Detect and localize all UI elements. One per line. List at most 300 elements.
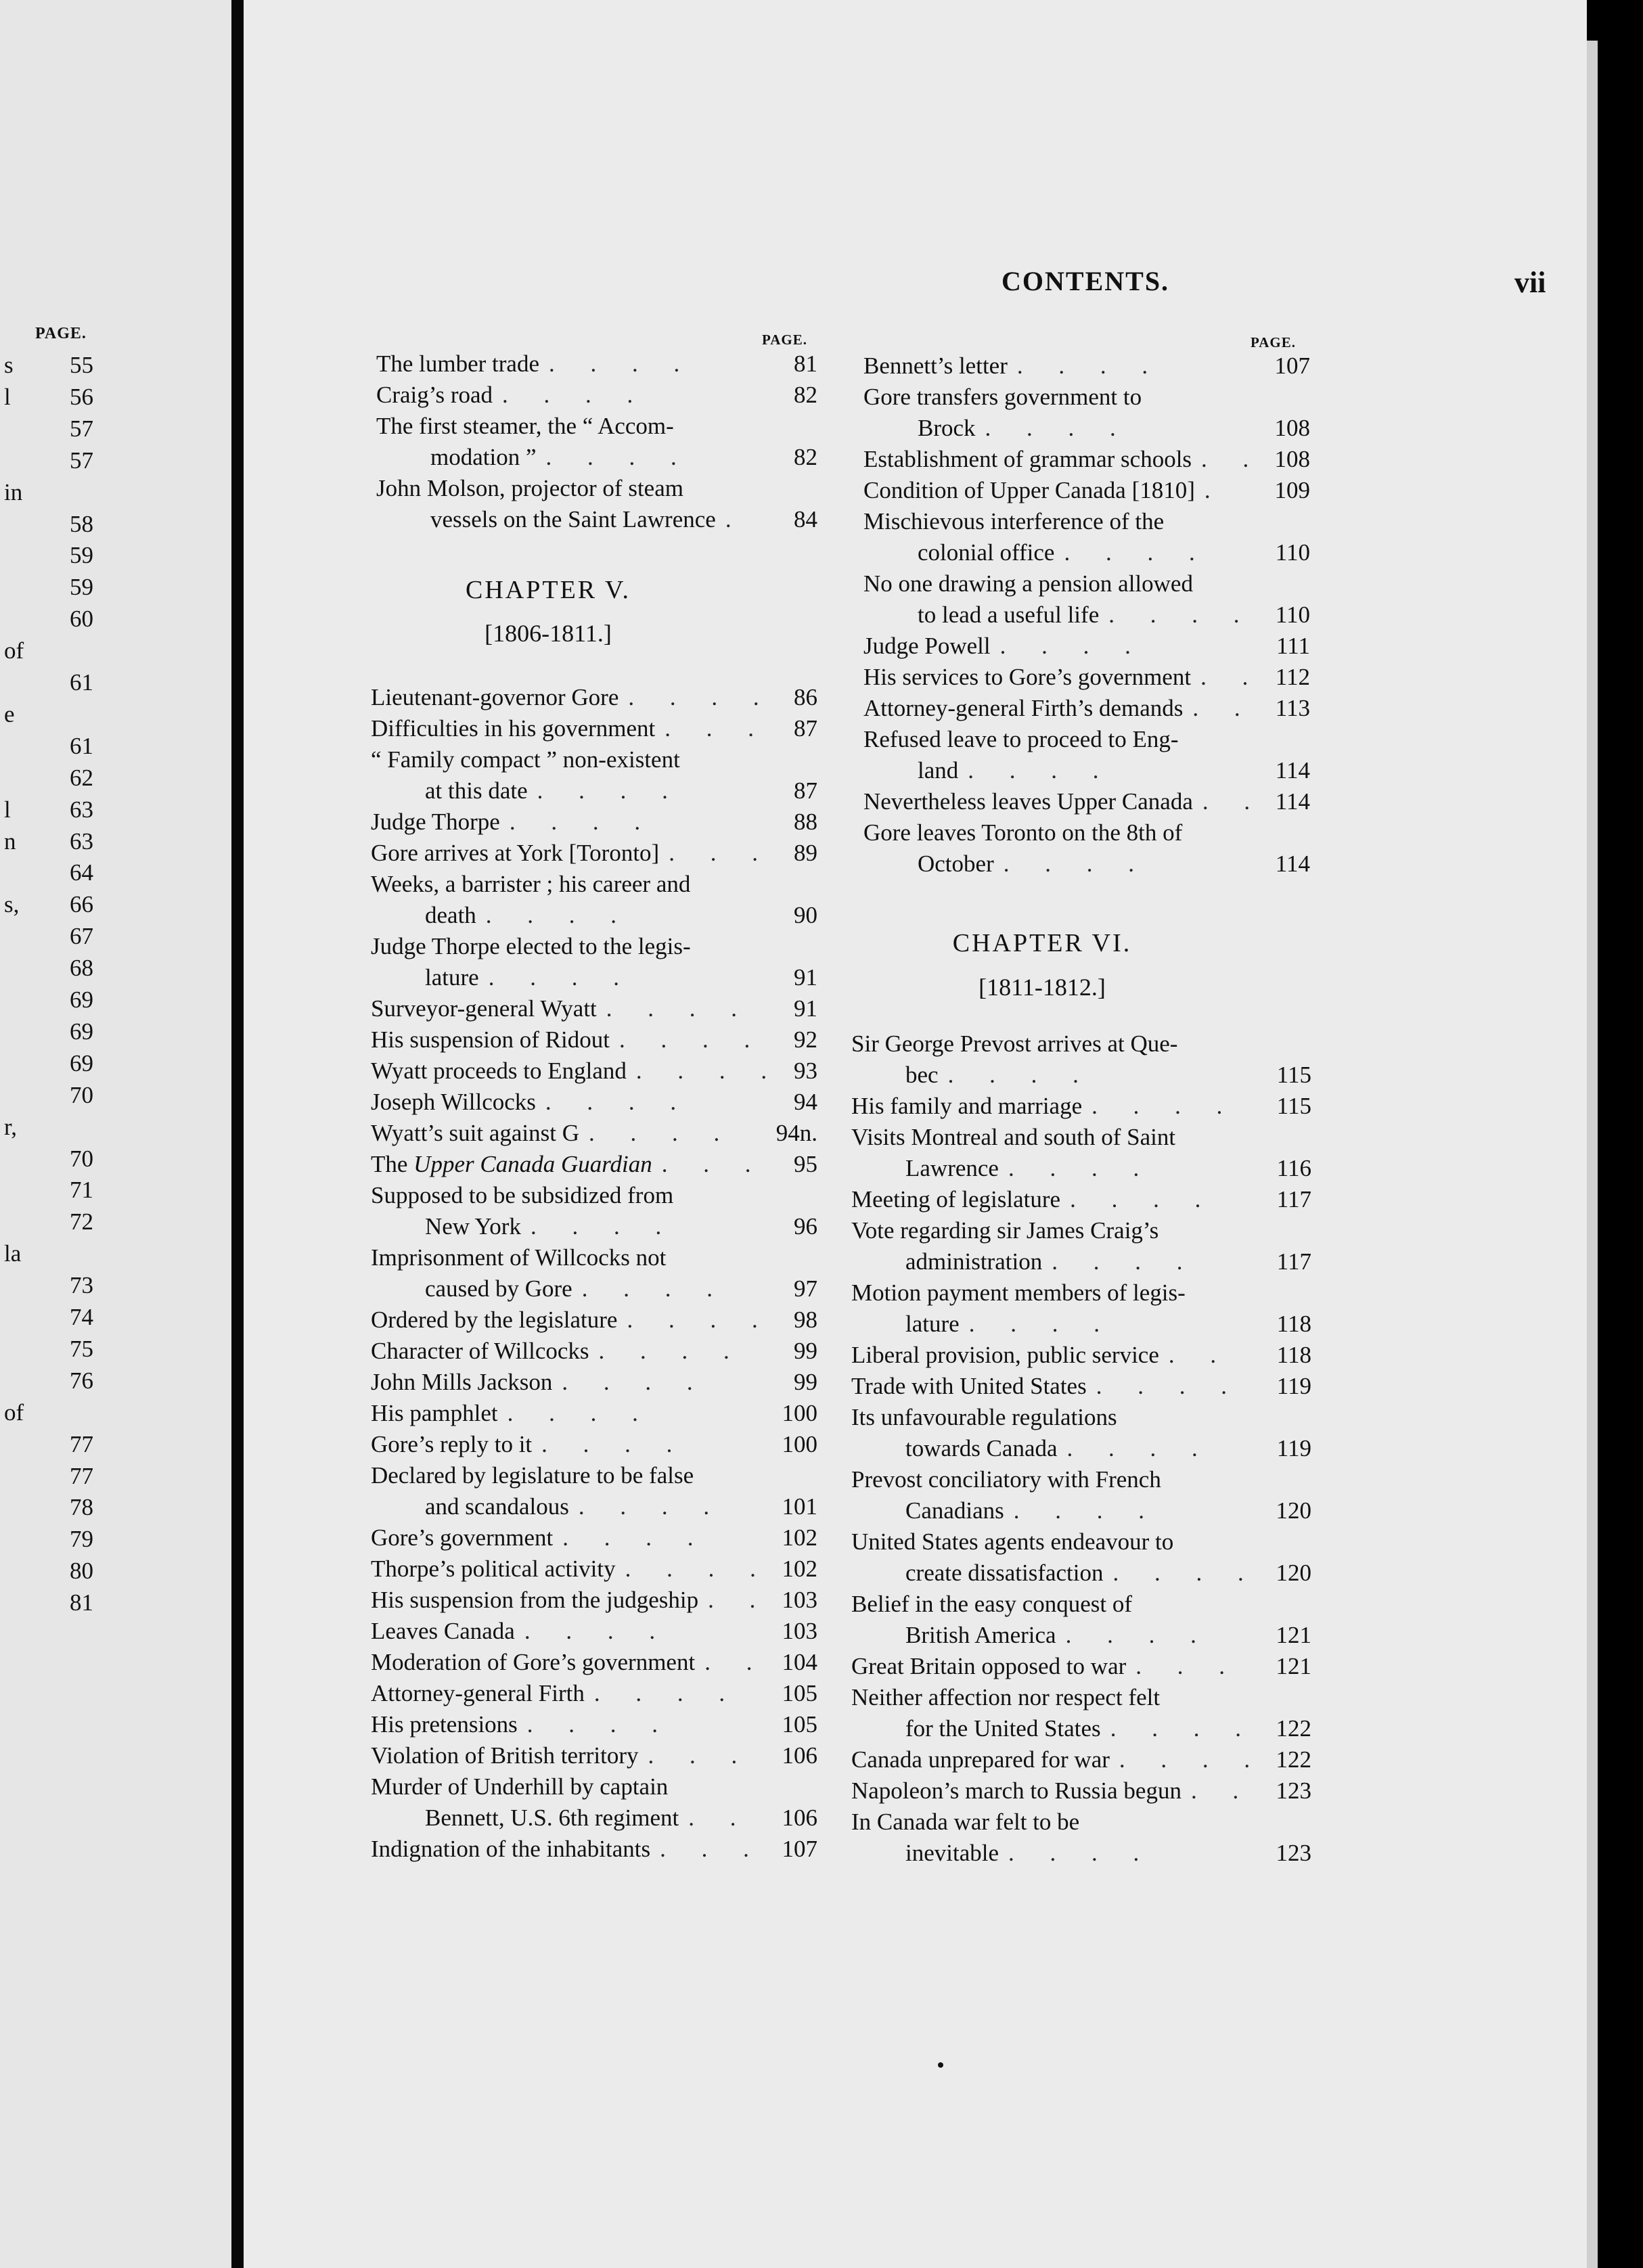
contents-entry-text: Violation of British territory xyxy=(371,1742,639,1769)
contents-entry-line xyxy=(863,537,1310,568)
left-page-row-fragment: l xyxy=(4,796,11,823)
page-ink-mark xyxy=(938,2062,943,2068)
contents-entry-page: 114 xyxy=(1275,757,1310,784)
dot-leader: . . . . xyxy=(1052,1248,1198,1275)
dot-leader: . . . . xyxy=(488,964,634,991)
contents-entry-line xyxy=(851,1340,1311,1371)
dot-leader: . . . . xyxy=(1091,1093,1238,1119)
contents-entry-text: United States agents endeavour to xyxy=(851,1528,1174,1555)
dot-leader: . . . . xyxy=(1008,1840,1154,1866)
left-page-row-number: 59 xyxy=(70,574,93,601)
contents-entry-line xyxy=(371,1211,817,1242)
left-page-row xyxy=(0,1336,115,1369)
contents-entry-line xyxy=(371,1647,817,1678)
dot-leader: . . xyxy=(1168,1342,1232,1368)
contents-entry-text: create dissatisfaction xyxy=(905,1560,1104,1586)
contents-entry-text: John Mills Jackson xyxy=(371,1369,553,1395)
dot-leader: . . . . xyxy=(526,1711,673,1738)
dot-leader: . . . . xyxy=(530,1213,677,1240)
contents-entry-text: Gore’s reply to it xyxy=(371,1431,533,1457)
contents-entry-line xyxy=(863,817,1310,848)
contents-entry-line xyxy=(851,1091,1311,1122)
contents-entry xyxy=(371,1647,817,1678)
contents-entry-page: 99 xyxy=(794,1369,817,1395)
contents-entry-line xyxy=(371,1460,817,1491)
contents-entry xyxy=(371,1553,817,1585)
contents-entry-line xyxy=(371,962,817,993)
left-page-row xyxy=(0,1240,115,1274)
dot-leader: . . . . xyxy=(1119,1746,1265,1773)
contents-entry-text: His suspension of Ridout xyxy=(371,1026,610,1053)
contents-entry xyxy=(371,1180,817,1242)
contents-entry xyxy=(371,1771,817,1834)
contents-entry xyxy=(851,1807,1311,1869)
contents-entry-page: 105 xyxy=(782,1711,817,1738)
chapter-vi-years: [1811-1812.] xyxy=(978,974,1106,1001)
contents-entry-line xyxy=(371,775,817,807)
contents-entry-line xyxy=(851,1682,1311,1713)
contents-entry-text: modation ” xyxy=(430,444,537,470)
contents-entry-line xyxy=(371,838,817,869)
contents-entry-line xyxy=(371,1180,817,1211)
dot-leader: . . . . xyxy=(628,684,774,710)
contents-entry-line xyxy=(371,1491,817,1522)
contents-entry-text: No one drawing a pension allowed xyxy=(863,570,1193,597)
contents-entry-line xyxy=(376,380,817,411)
contents-entry xyxy=(863,444,1310,475)
contents-entry xyxy=(371,1616,817,1647)
dot-leader: . . . . xyxy=(593,1680,740,1706)
left-page-row xyxy=(0,1399,115,1433)
contents-entry-line xyxy=(851,1558,1311,1589)
contents-entry-line xyxy=(863,413,1310,444)
dot-leader: . . . . xyxy=(985,415,1131,441)
left-page-row-fragment: in xyxy=(4,478,23,505)
contents-entry xyxy=(863,693,1310,724)
contents-entry-page: 94n. xyxy=(775,1120,817,1146)
left-page-row xyxy=(0,1114,115,1148)
contents-entry-text: Gore arrives at York [Toronto] xyxy=(371,840,660,866)
contents-entry-page: 114 xyxy=(1275,788,1310,815)
dot-leader: . . . . xyxy=(999,633,1146,659)
contents-entry-line xyxy=(371,1273,817,1305)
contents-entry-page: 107 xyxy=(1274,353,1310,379)
contents-entry-line xyxy=(863,631,1310,662)
dot-leader: . . . . xyxy=(1008,1155,1154,1181)
left-page-row xyxy=(0,1177,115,1210)
contents-entry-text: Great Britain opposed to war xyxy=(851,1653,1127,1679)
left-page-row-number: 61 xyxy=(70,669,93,696)
dot-leader: . . . xyxy=(660,1836,764,1862)
dot-leader: . . . . xyxy=(562,1524,708,1551)
left-page-fragment xyxy=(0,0,231,2268)
contents-entry-line xyxy=(851,1744,1311,1775)
dot-leader: . . . . xyxy=(968,1311,1115,1337)
contents-entry-line xyxy=(851,1402,1311,1433)
left-page-row xyxy=(0,923,115,957)
contents-entry xyxy=(851,1091,1311,1122)
contents-entry-line xyxy=(863,848,1310,880)
dot-leader: . . . . xyxy=(485,902,632,928)
contents-entry-line xyxy=(371,1553,817,1585)
contents-entry-page: 94 xyxy=(794,1089,817,1115)
dot-leader: . . . . xyxy=(1110,1715,1256,1742)
contents-entry xyxy=(371,1429,817,1460)
dot-leader: . . . . xyxy=(968,757,1114,784)
contents-entry-page: 106 xyxy=(782,1742,817,1769)
contents-entry-text: Judge Thorpe xyxy=(371,809,500,835)
dot-leader: . . . . xyxy=(545,1089,692,1115)
contents-entry xyxy=(371,1740,817,1771)
contents-entry-page: 95 xyxy=(794,1151,817,1177)
left-page-row-number: 77 xyxy=(70,1430,93,1457)
left-page-row-number: 74 xyxy=(70,1304,93,1330)
contents-entry-line xyxy=(371,1678,817,1709)
contents-entry-page: 123 xyxy=(1276,1840,1311,1866)
dot-leader: . . xyxy=(688,1805,751,1831)
contents-entry-text: Bennett’s letter xyxy=(863,353,1008,379)
contents-entry-page: 104 xyxy=(782,1649,817,1675)
contents-entry-text: to lead a useful life xyxy=(918,602,1100,628)
dot-leader: . . . . xyxy=(1066,1435,1213,1461)
contents-entry xyxy=(371,1024,817,1056)
left-page-row xyxy=(0,1304,115,1338)
dot-leader: . . . . xyxy=(947,1062,1094,1088)
contents-entry-text: Bennett, U.S. 6th regiment xyxy=(425,1805,679,1831)
contents-entry-line xyxy=(851,1153,1311,1184)
contents-entry xyxy=(371,838,817,869)
left-page-row-fragment: r, xyxy=(4,1113,18,1140)
dot-leader: . . . . xyxy=(635,1058,782,1084)
dot-leader: . . xyxy=(1190,1777,1254,1804)
contents-entry-line xyxy=(371,869,817,900)
left-page-row xyxy=(0,1208,115,1242)
contents-entry xyxy=(863,568,1310,631)
left-page-page-label: PAGE. xyxy=(35,325,87,342)
contents-entry xyxy=(371,1522,817,1553)
dot-leader: . . . . xyxy=(627,1307,773,1333)
left-page-row xyxy=(0,384,115,417)
left-page-row-number: 68 xyxy=(70,955,93,982)
contents-entry xyxy=(851,1371,1311,1402)
contents-entry-line xyxy=(371,713,817,744)
contents-entry-text: lature xyxy=(905,1311,960,1337)
contents-entry-page: 122 xyxy=(1276,1746,1311,1773)
contents-entry-text: Prevost conciliatory with French xyxy=(851,1466,1161,1493)
contents-entry-text: Visits Montreal and south of Saint xyxy=(851,1124,1176,1150)
left-page-row-fragment: e xyxy=(4,700,15,727)
contents-entry-line xyxy=(371,744,817,775)
contents-entry-page: 84 xyxy=(794,506,817,532)
contents-page xyxy=(244,0,1587,2268)
dot-leader: . xyxy=(725,506,746,532)
contents-entry-page: 92 xyxy=(794,1026,817,1053)
chapter-vi-heading: CHAPTER VI. xyxy=(952,929,1132,957)
contents-entry xyxy=(371,1336,817,1367)
contents-entry-page: 121 xyxy=(1276,1653,1311,1679)
contents-entry-page: 101 xyxy=(782,1493,817,1520)
contents-entry-line xyxy=(863,382,1310,413)
left-page-row-number: 59 xyxy=(70,542,93,569)
contents-entry-line xyxy=(863,693,1310,724)
contents-entry-line xyxy=(863,475,1310,506)
contents-entry-text: Supposed to be subsidized from xyxy=(371,1182,674,1208)
contents-entry-line xyxy=(851,1620,1311,1651)
contents-entry xyxy=(851,1028,1311,1091)
contents-entry xyxy=(851,1340,1311,1371)
contents-entry-text: Sir George Prevost arrives at Que- xyxy=(851,1030,1178,1057)
contents-entry-text: British America xyxy=(905,1622,1056,1648)
dot-leader: . . . xyxy=(1135,1653,1240,1679)
left-page-row-fragment: l xyxy=(4,383,11,410)
contents-entry-page: 103 xyxy=(782,1587,817,1613)
dot-leader: . . . . xyxy=(606,995,752,1022)
contents-entry-page: 119 xyxy=(1276,1373,1311,1399)
contents-entry-line xyxy=(851,1713,1311,1744)
contents-entry-line xyxy=(851,1371,1311,1402)
dot-leader: . . . . xyxy=(549,350,695,377)
contents-entry-line xyxy=(371,807,817,838)
contents-entry-page: 98 xyxy=(794,1307,817,1333)
contents-entry-line xyxy=(863,662,1310,693)
contents-entry xyxy=(371,713,817,744)
contents-entry-text: Ordered by the legislature xyxy=(371,1307,618,1333)
contents-entry xyxy=(371,1118,817,1149)
contents-entry xyxy=(851,1744,1311,1775)
left-page-row xyxy=(0,1272,115,1306)
contents-entry-text: Brock xyxy=(918,415,976,441)
contents-entry-text: Character of Willcocks xyxy=(371,1338,589,1364)
contents-entry-line xyxy=(851,1464,1311,1495)
contents-entry-page: 114 xyxy=(1275,850,1310,877)
contents-entry-text: Neither affection nor respect felt xyxy=(851,1684,1161,1710)
dot-leader: . . . xyxy=(661,1151,766,1177)
contents-entry xyxy=(863,506,1310,568)
dot-leader: . . . . xyxy=(537,777,683,804)
left-page-row-number: 56 xyxy=(70,383,93,410)
contents-entry-text: His pretensions xyxy=(371,1711,518,1738)
dot-leader: . . xyxy=(1201,446,1264,472)
contents-entry-line xyxy=(851,1651,1311,1682)
left-page-row xyxy=(0,511,115,545)
contents-entry xyxy=(371,1056,817,1087)
contents-entry-page: 112 xyxy=(1275,664,1310,690)
dot-leader: . . . . xyxy=(524,1618,671,1644)
contents-entry xyxy=(863,817,1310,880)
contents-entry-page: 102 xyxy=(782,1524,817,1551)
contents-entry xyxy=(371,931,817,993)
contents-entry-text: Wyatt’s suit against G xyxy=(371,1120,579,1146)
left-page-row-number: 69 xyxy=(70,986,93,1013)
contents-entry-page: 103 xyxy=(782,1618,817,1644)
contents-entry xyxy=(371,1242,817,1305)
left-page-row-number: 71 xyxy=(70,1177,93,1204)
contents-entry-page: 82 xyxy=(794,382,817,408)
right-column-entries xyxy=(851,1028,1311,1869)
contents-entry-text: at this date xyxy=(425,777,528,804)
contents-entry xyxy=(371,1367,817,1398)
contents-entry-text: His family and marriage xyxy=(851,1093,1083,1119)
contents-entry xyxy=(863,724,1310,786)
contents-entry-page: 116 xyxy=(1276,1155,1311,1181)
contents-entry-line xyxy=(851,1184,1311,1215)
contents-entry-text: Mischievous interference of the xyxy=(863,508,1165,535)
contents-entry-text: Liberal provision, public service xyxy=(851,1342,1159,1368)
contents-entry-line xyxy=(863,755,1310,786)
contents-entry-text: October xyxy=(918,850,994,877)
contents-entry-page: 121 xyxy=(1276,1622,1311,1648)
contents-entry-text: administration xyxy=(905,1248,1043,1275)
contents-entry-page: 107 xyxy=(782,1836,817,1862)
left-page-row-number: 63 xyxy=(70,796,93,823)
contents-entry-page: 115 xyxy=(1276,1062,1311,1088)
left-page-row-number: 81 xyxy=(70,1589,93,1616)
contents-entry xyxy=(863,382,1310,444)
contents-entry-text: Difficulties in his government xyxy=(371,715,656,742)
contents-entry-page: 118 xyxy=(1276,1342,1311,1368)
contents-entry-page: 90 xyxy=(794,902,817,928)
dot-leader: . . . . xyxy=(1096,1373,1242,1399)
left-page-row-number: 57 xyxy=(70,415,93,442)
left-page-row xyxy=(0,574,115,608)
left-page-row xyxy=(0,1494,115,1528)
dot-leader: . . . . xyxy=(1013,1497,1160,1524)
dot-leader: . . . xyxy=(669,840,773,866)
contents-entry-line xyxy=(371,1834,817,1865)
contents-entry-text: John Molson, projector of steam xyxy=(376,475,683,501)
contents-entry-line xyxy=(851,1122,1311,1153)
contents-entry-text: colonial office xyxy=(918,539,1055,566)
contents-entry-text: for the United States xyxy=(905,1715,1101,1742)
left-page-row-number: 60 xyxy=(70,606,93,633)
left-page-row-number: 78 xyxy=(70,1494,93,1521)
left-page-row-number: 62 xyxy=(70,764,93,791)
contents-entry xyxy=(371,1149,817,1180)
chapter-v-years: [1806-1811.] xyxy=(485,620,612,647)
contents-entry-page: 100 xyxy=(782,1431,817,1457)
book-gutter xyxy=(231,0,244,2268)
contents-entry xyxy=(371,1398,817,1429)
left-page-row-fragment: la xyxy=(4,1240,22,1267)
contents-entry-page: 111 xyxy=(1276,633,1310,659)
contents-entry-line xyxy=(376,348,817,380)
left-page-row xyxy=(0,1367,115,1401)
contents-entry-text: The Upper Canada Guardian xyxy=(371,1151,652,1177)
contents-entry xyxy=(376,473,817,535)
contents-entry-page: 87 xyxy=(794,715,817,742)
contents-entry-page: 99 xyxy=(794,1338,817,1364)
contents-entry-text: Belief in the easy conquest of xyxy=(851,1591,1133,1617)
dot-leader: . . xyxy=(708,1587,771,1613)
left-page-row xyxy=(0,1431,115,1465)
contents-entry-text: lature xyxy=(425,964,479,991)
contents-entry-text: Judge Thorpe elected to the legis- xyxy=(371,933,691,959)
contents-entry xyxy=(851,1122,1311,1184)
contents-entry-page: 120 xyxy=(1276,1560,1311,1586)
dot-leader: . . . xyxy=(665,715,769,742)
contents-entry-line xyxy=(851,1495,1311,1526)
contents-entry xyxy=(863,786,1310,817)
contents-entry-page: 117 xyxy=(1276,1248,1311,1275)
dot-leader: . . . xyxy=(648,1742,752,1769)
contents-entry-text: Condition of Upper Canada [1810] xyxy=(863,477,1195,503)
contents-entry-line xyxy=(851,1775,1311,1807)
contents-entry-page: 91 xyxy=(794,964,817,991)
contents-entry-page: 88 xyxy=(794,809,817,835)
left-page-row xyxy=(0,1146,115,1179)
left-page-row-number: 64 xyxy=(70,859,93,886)
contents-entry xyxy=(851,1184,1311,1215)
contents-entry-line xyxy=(376,411,817,442)
contents-entry-line xyxy=(371,682,817,713)
contents-entry-page: 102 xyxy=(782,1556,817,1582)
contents-entry-line xyxy=(371,900,817,931)
contents-entry-text: Attorney-general Firth xyxy=(371,1680,585,1706)
contents-entry xyxy=(851,1589,1311,1651)
dot-leader: . . . . xyxy=(1064,539,1210,566)
contents-entry-text: Imprisonment of Willcocks not xyxy=(371,1244,667,1271)
contents-entry-line xyxy=(863,568,1310,599)
left-page-row-number: 73 xyxy=(70,1272,93,1299)
contents-entry xyxy=(376,380,817,411)
left-page-row-number: 70 xyxy=(70,1081,93,1108)
left-page-row xyxy=(0,828,115,862)
left-page-row-number: 80 xyxy=(70,1558,93,1585)
dot-leader: . xyxy=(1204,477,1225,503)
left-page-row-number: 76 xyxy=(70,1367,93,1394)
contents-entry-text: bec xyxy=(905,1062,939,1088)
contents-entry-line xyxy=(371,1242,817,1273)
left-page-row xyxy=(0,1082,115,1116)
right-column-page-label: PAGE. xyxy=(1251,334,1297,350)
contents-entry-line xyxy=(371,1118,817,1149)
contents-entry-line xyxy=(371,1802,817,1834)
contents-entry xyxy=(851,1215,1311,1277)
contents-entry-line xyxy=(851,1060,1311,1091)
contents-entry-line xyxy=(863,724,1310,755)
contents-entry-line xyxy=(376,473,817,504)
contents-entry-line xyxy=(371,1585,817,1616)
contents-entry-text: Motion payment members of legis- xyxy=(851,1279,1186,1306)
contents-entry-text: Moderation of Gore’s government xyxy=(371,1649,696,1675)
contents-entry-text: Joseph Willcocks xyxy=(371,1089,536,1115)
left-page-row-fragment: of xyxy=(4,637,24,664)
left-page-row xyxy=(0,352,115,386)
contents-entry xyxy=(851,1277,1311,1340)
dot-leader: . . . . xyxy=(1003,850,1149,877)
dot-leader: . . . . xyxy=(1070,1186,1216,1212)
contents-entry xyxy=(863,475,1310,506)
left-page-row xyxy=(0,1526,115,1560)
left-page-row xyxy=(0,796,115,830)
contents-entry-page: 93 xyxy=(794,1058,817,1084)
left-page-row xyxy=(0,637,115,671)
contents-entry xyxy=(851,1682,1311,1744)
contents-entry-text: Napoleon’s march to Russia begun xyxy=(851,1777,1181,1804)
contents-entry-text: Refused leave to proceed to Eng- xyxy=(863,726,1179,752)
contents-entry-page: 89 xyxy=(794,840,817,866)
contents-entry-page: 123 xyxy=(1276,1777,1311,1804)
left-page-row-number: 58 xyxy=(70,510,93,537)
contents-entry-text: His pamphlet xyxy=(371,1400,498,1426)
contents-entry-line xyxy=(376,442,817,473)
contents-entry-text: Weeks, a barrister ; his career and xyxy=(371,871,691,897)
dot-leader: . . . . xyxy=(507,1400,653,1426)
contents-entry-line xyxy=(371,1771,817,1802)
left-page-row xyxy=(0,733,115,767)
contents-entry-text: inevitable xyxy=(905,1840,999,1866)
contents-entry-text: towards Canada xyxy=(905,1435,1058,1461)
